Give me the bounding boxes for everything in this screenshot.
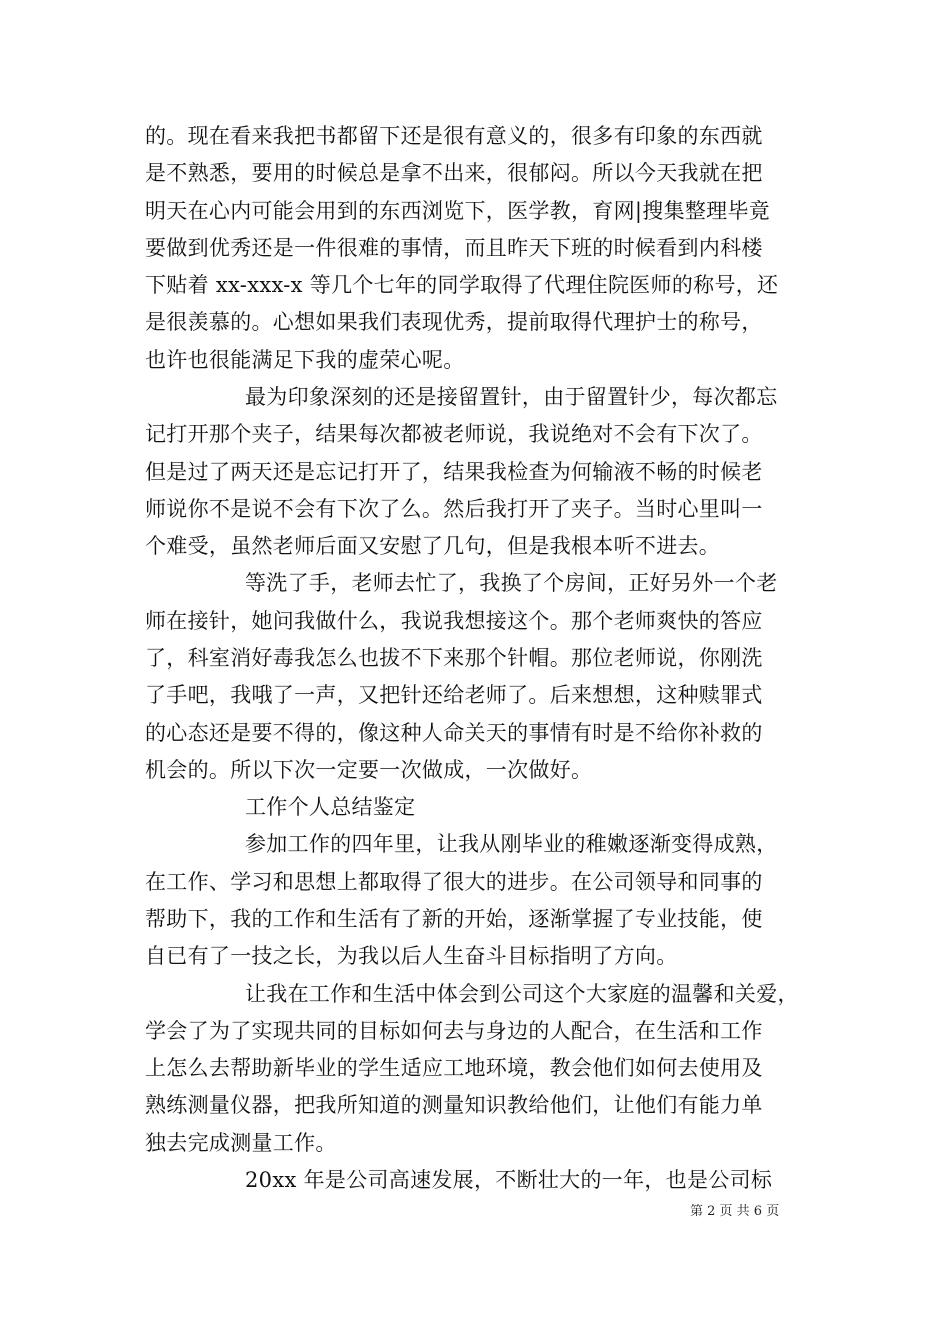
text-line: 机会的。所以下次一定要一次做成，一次做好。 [145,758,593,782]
text-line: 帮助下，我的工作和生活有了新的开始，逐渐掌握了专业技能，使 [145,907,763,931]
text-line: 师在接针，她问我做什么，我说我想接这个。那个老师爽快的答应 [145,609,763,633]
paragraph-first-line: 20xx 年是公司高速发展，不断壮大的一年，也是公司标 [245,1168,773,1192]
text-line: 学会了为了实现共同的目标如何去与身边的人配合，在生活和工作 [145,1019,763,1043]
paragraph-first-line: 参加工作的四年里，让我从刚毕业的稚嫩逐渐变得成熟， [245,832,778,856]
text-line: 记打开那个夹子，结果每次都被老师说，我说绝对不会有下次了。 [145,422,763,446]
paragraph-first-line: 最为印象深刻的还是接留置针，由于留置针少，每次都忘 [245,385,778,409]
page-number-footer: 第 2 页 共 6 页 [690,1204,780,1219]
text-line: 是很羡慕的。心想如果我们表现优秀，提前取得代理护士的称号， [145,310,763,334]
text-line: 在工作、学习和思想上都取得了很大的进步。在公司领导和同事的 [145,870,763,894]
text-line: 要做到优秀还是一件很难的事情，而且昨天下班的时候看到内科楼 [145,236,763,260]
text-line: 是不熟悉，要用的时候总是拿不出来，很郁闷。所以今天我就在把 [145,161,763,185]
text-line: 但是过了两天还是忘记打开了，结果我检查为何输液不畅的时候老 [145,460,763,484]
text-line: 师说你不是说不会有下次了么。然后我打开了夹子。当时心里叫一 [145,497,763,521]
text-line: 了手吧，我哦了一声，又把针还给老师了。后来想想，这种赎罪式 [145,683,763,707]
text-line: 的。现在看来我把书都留下还是很有意义的，很多有印象的东西就 [145,124,763,148]
text-line: 独去完成测量工作。 [145,1131,337,1155]
text-line: 个难受，虽然老师后面又安慰了几句，但是我根本听不进去。 [145,534,721,558]
paragraph-first-line: 等洗了手，老师去忙了，我换了个房间，正好另外一个老 [245,571,778,595]
text-line: 熟练测量仪器，把我所知道的测量知识教给他们，让他们有能力单 [145,1093,763,1117]
text-line: 上怎么去帮助新毕业的学生适应工地环境，教会他们如何去使用及 [145,1056,763,1080]
section-heading: 工作个人总结鉴定 [245,795,416,819]
text-line: 的心态还是要不得的，像这种人命关天的事情有时是不给你补救的 [145,721,763,745]
text-line: 了，科室消好毒我怎么也拔不下来那个针帽。那位老师说，你刚洗 [145,646,763,670]
paragraph-first-line: 让我在工作和生活中体会到公司这个大家庭的温馨和关爱， [245,982,799,1006]
text-line: 下贴着 xx-xxx-x 等几个七年的同学取得了代理住院医师的称号，还 [145,273,779,297]
text-line: 也许也很能满足下我的虚荣心呢。 [145,348,465,372]
text-line: 自已有了一技之长，为我以后人生奋斗目标指明了方向。 [145,944,678,968]
text-line: 明天在心内可能会用到的东西浏览下，医学教，育网|搜集整理毕竟 [145,199,771,223]
